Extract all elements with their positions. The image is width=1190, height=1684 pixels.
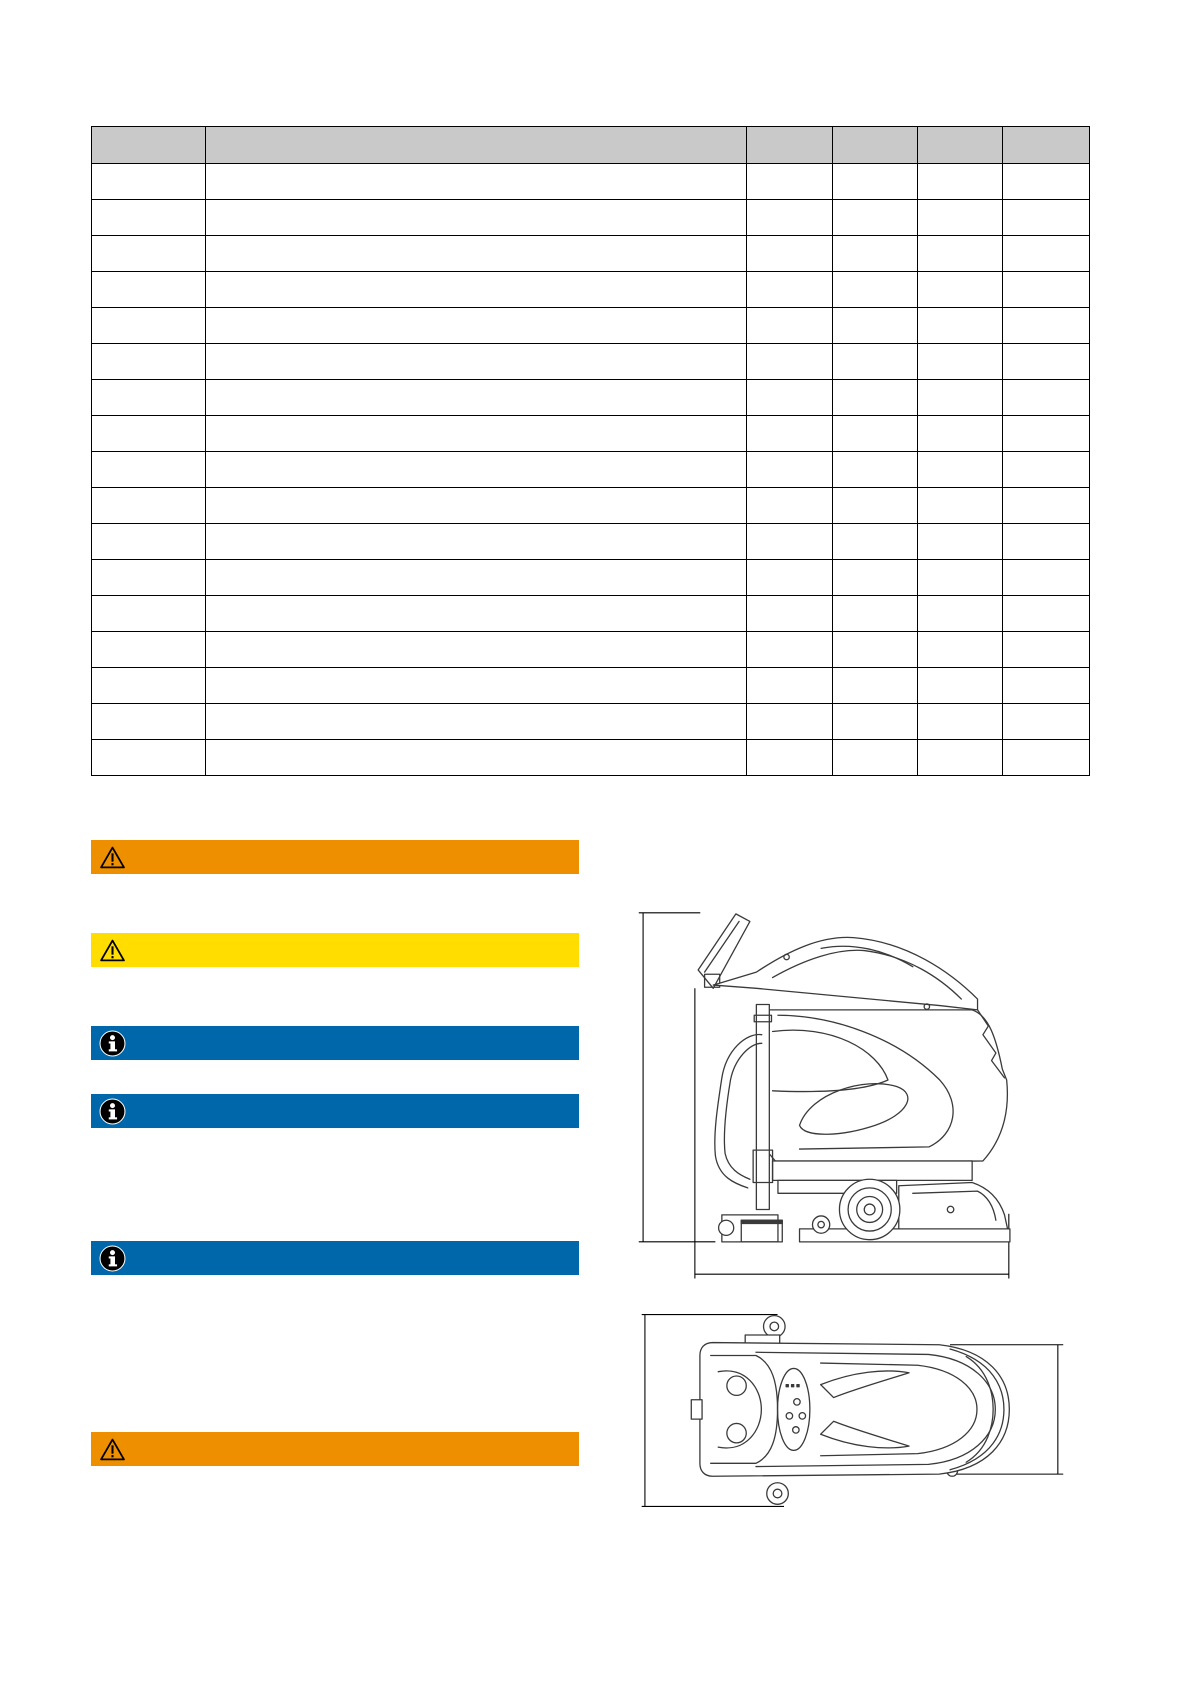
table-row [92,380,1090,416]
table-row [92,740,1090,776]
table-cell [1003,236,1090,272]
table-header-cell [206,127,747,164]
info-notice-bar [91,1026,579,1060]
table-cell [1003,668,1090,704]
warning-triangle-icon [97,1434,127,1464]
table-cell [206,380,747,416]
table-cell [833,560,918,596]
drive-wheel [839,1179,899,1239]
table-row [92,668,1090,704]
table-cell [918,308,1003,344]
machine-top-view-drawing [637,1307,1069,1514]
table-cell [833,200,918,236]
table-row [92,164,1090,200]
table-cell [92,452,206,488]
table-cell [747,560,833,596]
table-cell [1003,704,1090,740]
table-cell [918,488,1003,524]
table-cell [833,344,918,380]
table-header-row [92,127,1090,164]
table-cell [918,380,1003,416]
table-cell [918,416,1003,452]
table-cell [206,632,747,668]
table-cell [833,452,918,488]
table-cell [1003,380,1090,416]
machine-side-view-drawing [632,902,1021,1285]
table-cell [833,596,918,632]
table-cell [747,740,833,776]
table-row [92,704,1090,740]
table-cell [833,164,918,200]
info-notice-bar [91,1241,579,1275]
table-cell [918,344,1003,380]
table-header-cell [92,127,206,164]
table-cell [92,560,206,596]
table-cell [833,308,918,344]
table-cell [206,524,747,560]
table-cell [92,596,206,632]
table-cell [206,596,747,632]
table-cell [206,164,747,200]
table-row [92,272,1090,308]
table-cell [747,632,833,668]
table-cell [747,452,833,488]
table-cell [833,488,918,524]
table-cell [918,452,1003,488]
table-cell [918,560,1003,596]
table-row [92,236,1090,272]
table-cell [206,236,747,272]
table-cell [747,668,833,704]
table-cell [92,272,206,308]
table-header-cell [833,127,918,164]
machine-top-outline [691,1316,1009,1505]
table-head [92,127,1090,164]
table-header-cell [918,127,1003,164]
table-cell [92,668,206,704]
table-cell [92,200,206,236]
warning-notice-bar [91,840,579,874]
table-cell [833,668,918,704]
info-notice-bar [91,1094,579,1128]
table-cell [1003,272,1090,308]
table-cell [1003,524,1090,560]
table-row [92,416,1090,452]
info-icon [97,1096,127,1126]
table-body [92,164,1090,776]
table-header-cell [747,127,833,164]
table-cell [206,272,747,308]
table-cell [206,560,747,596]
table-cell [92,740,206,776]
table-cell [918,164,1003,200]
table-cell [747,488,833,524]
warning-triangle-icon [97,935,127,965]
table-cell [92,488,206,524]
table-cell [1003,596,1090,632]
table-cell [92,344,206,380]
table-cell [92,236,206,272]
table-cell [747,164,833,200]
table-cell [747,200,833,236]
table-cell [1003,452,1090,488]
table-cell [206,488,747,524]
table-cell [206,740,747,776]
table-cell [747,344,833,380]
table-cell [747,308,833,344]
table-cell [206,344,747,380]
table-cell [206,308,747,344]
table-cell [92,308,206,344]
table-cell [918,524,1003,560]
table-cell [92,416,206,452]
table-row [92,524,1090,560]
table-cell [747,524,833,560]
table-cell [918,236,1003,272]
table-cell [747,416,833,452]
table-cell [206,200,747,236]
table-cell [1003,416,1090,452]
table-cell [918,200,1003,236]
table-cell [918,668,1003,704]
table-row [92,344,1090,380]
table-cell [747,380,833,416]
table-cell [1003,632,1090,668]
table-cell [1003,308,1090,344]
table-row [92,452,1090,488]
table-cell [918,632,1003,668]
table-cell [833,632,918,668]
table-cell [1003,740,1090,776]
warning-notice-bar [91,1432,579,1466]
table-cell [918,740,1003,776]
table-row [92,200,1090,236]
table-cell [833,704,918,740]
table-cell [206,668,747,704]
table-cell [1003,560,1090,596]
table-cell [833,380,918,416]
table-cell [918,596,1003,632]
table-cell [918,272,1003,308]
table-cell [92,380,206,416]
table-cell [918,704,1003,740]
table-cell [747,272,833,308]
table-cell [1003,488,1090,524]
table-cell [206,452,747,488]
table-cell [747,236,833,272]
table-cell [1003,200,1090,236]
table-cell [1003,164,1090,200]
table-row [92,632,1090,668]
caution-notice-bar [91,933,579,967]
table-cell [1003,344,1090,380]
table-cell [833,524,918,560]
table-cell [747,704,833,740]
table-cell [206,704,747,740]
table-cell [92,704,206,740]
table-row [92,488,1090,524]
table-cell [833,272,918,308]
table-row [92,596,1090,632]
table-cell [833,740,918,776]
table-row [92,308,1090,344]
data-table [91,126,1090,776]
warning-triangle-icon [97,842,127,872]
table-cell [92,524,206,560]
table-cell [833,236,918,272]
table-cell [833,416,918,452]
table-header-cell [1003,127,1090,164]
table-cell [92,632,206,668]
info-icon [97,1243,127,1273]
table-row [92,560,1090,596]
table-cell [206,416,747,452]
info-icon [97,1028,127,1058]
table-cell [92,164,206,200]
table-cell [747,596,833,632]
